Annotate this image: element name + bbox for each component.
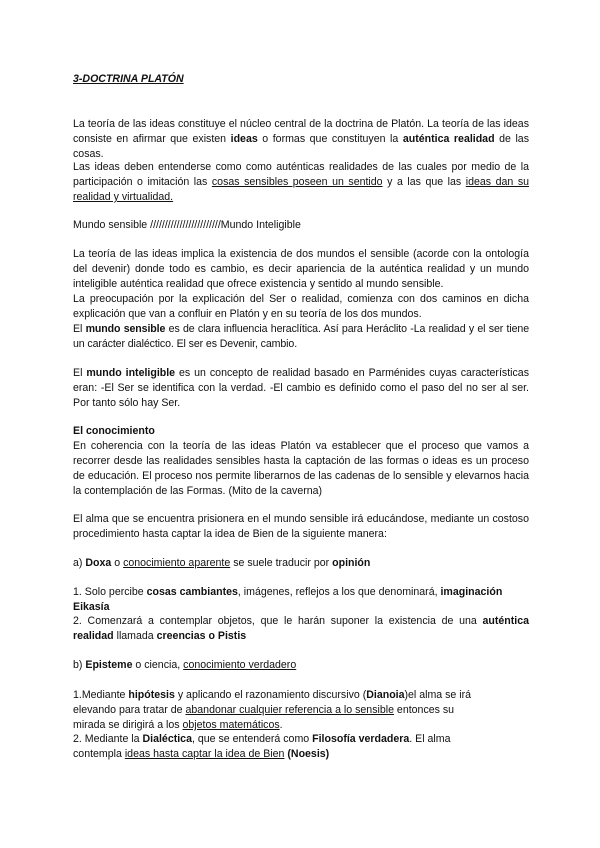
term-conocimiento-aparente: conocimiento aparente: [123, 557, 231, 569]
term-creencias: creencias o Pistis: [156, 630, 247, 642]
preocupacion-paragraph: La preocupación por la explicación del Ser o realidad, comienza con dos caminos en dicha explicación que van a confluir en Platón y en su teoría de los dos mundos.: [73, 293, 529, 320]
term-autentica-realidad: auténtica realidad: [402, 133, 495, 145]
term-ideas-dan: ideas dan su realidad y virtualidad.: [73, 176, 530, 203]
term-ideas: ideas: [230, 133, 258, 145]
term-opinion: opinión: [332, 557, 371, 569]
episteme-item-2: 2. Mediante la Dialéctica, que se entenderá como Filosofía verdadera. El alma contempla ideas hasta captar la idea de Bien (Noesis): [73, 733, 451, 760]
term-episteme: Episteme: [85, 659, 133, 671]
term-autentica-realidad-2: auténtica realidad: [73, 615, 529, 642]
conocimiento-heading: El conocimiento: [73, 425, 155, 437]
term-cosas-sensibles: cosas sensibles poseen un sentido: [211, 176, 383, 188]
doxa-item-1: 1. Solo percibe cosas cambiantes, imágenes, reflejos a los que denominará, imaginación Eikasía: [73, 586, 503, 613]
term-abandonar: abandonar cualquier referencia a lo sensible: [185, 704, 394, 716]
term-ideas-hasta: ideas hasta captar la idea de Bien: [124, 748, 285, 760]
alma-paragraph: El alma que se encuentra prisionera en el mundo sensible irá educándose, mediante un costoso procedimiento hasta captar la idea de Bien de la siguiente manera:: [73, 513, 529, 540]
term-mundo-sensible: mundo sensible: [85, 323, 166, 335]
term-hipotesis: hipótesis: [128, 689, 175, 701]
ideas-paragraph: Las ideas deben entenderse como como auténticas realidades de las cuales por medio de la participación o imitación las cosas sensibles poseen un sentido y a las que las ideas dan su realidad y virtualidad.: [73, 161, 530, 203]
term-dianoia: Dianoia: [366, 689, 405, 701]
term-cosas-cambiantes: cosas cambiantes: [146, 586, 238, 598]
doxa-item-2: 2. Comenzará a contemplar objetos, que le harán suponer la existencia de una auténtica realidad llamada creencias o Pistis: [73, 615, 529, 642]
term-objetos-matematicos: objetos matemáticos: [182, 719, 280, 731]
term-dialectica: Dialéctica: [142, 733, 192, 745]
conocimiento-paragraph: En coherencia con la teoría de las ideas Platón va establecer que el proceso que vamos a recorrer desde las realidades sensibles hasta la captación de las formas o ideas es un proceso de educación. El proceso nos permite liberarnos de las cadenas de lo sensible y elevarnos hacia la contemplación de las Formas. (Mito de la caverna): [73, 440, 529, 497]
term-mundo-inteligible: mundo inteligible: [86, 367, 176, 379]
intro-paragraph: La teoría de las ideas constituye el núcleo central de la doctrina de Platón. La teoría de las ideas consiste en afirmar que existen ideas o formas que constituyen la auténtica realidad de las cosas.: [73, 118, 530, 160]
mundos-line: Mundo sensible ////////////////////////Mundo Inteligible: [73, 219, 301, 231]
page-title: 3-DOCTRINA PLATÓN: [73, 73, 184, 85]
mundo-sensible-paragraph: El mundo sensible es de clara influencia heraclítica. Así para Heráclito -La realidad y el ser tiene un carácter dialéctico. El ser es Devenir, cambio.: [73, 323, 529, 350]
doxa-heading: a) Doxa o conocimiento aparente se suele traducir por opinión: [73, 557, 371, 569]
term-imaginacion: imaginación Eikasía: [73, 586, 503, 613]
term-conocimiento-verdadero: conocimiento verdadero: [183, 659, 297, 671]
mundo-inteligible-paragraph: El mundo inteligible es un concepto de realidad basado en Parménides cuyas características eran: -El Ser se identifica con la verdad. -El cambio es definido como el paso del no ser al ser. Por tanto sólo hay Ser.: [73, 367, 529, 409]
term-filosofia-verdadera: Filosofía verdadera: [312, 733, 410, 745]
dos-mundos-paragraph: La teoría de las ideas implica la existencia de dos mundos el sensible (acorde con la ontología del devenir) donde todo es cambio, es decir apariencia de la auténtica realidad y un mundo inteligible auténtica realidad que ofrece existencia y sentido al mundo sensible.: [73, 248, 529, 290]
episteme-item-1: 1.Mediante hipótesis y aplicando el razonamiento discursivo (Dianoia)el alma se irá elevando para tratar de abandonar cualquier referencia a lo sensible entonces su mirada se dirigirá a los objetos matemáticos.: [73, 689, 472, 731]
term-doxa: Doxa: [85, 557, 112, 569]
episteme-heading: b) Episteme o ciencia, conocimiento verdadero: [73, 659, 297, 671]
term-noesis: (Noesis): [287, 748, 330, 760]
